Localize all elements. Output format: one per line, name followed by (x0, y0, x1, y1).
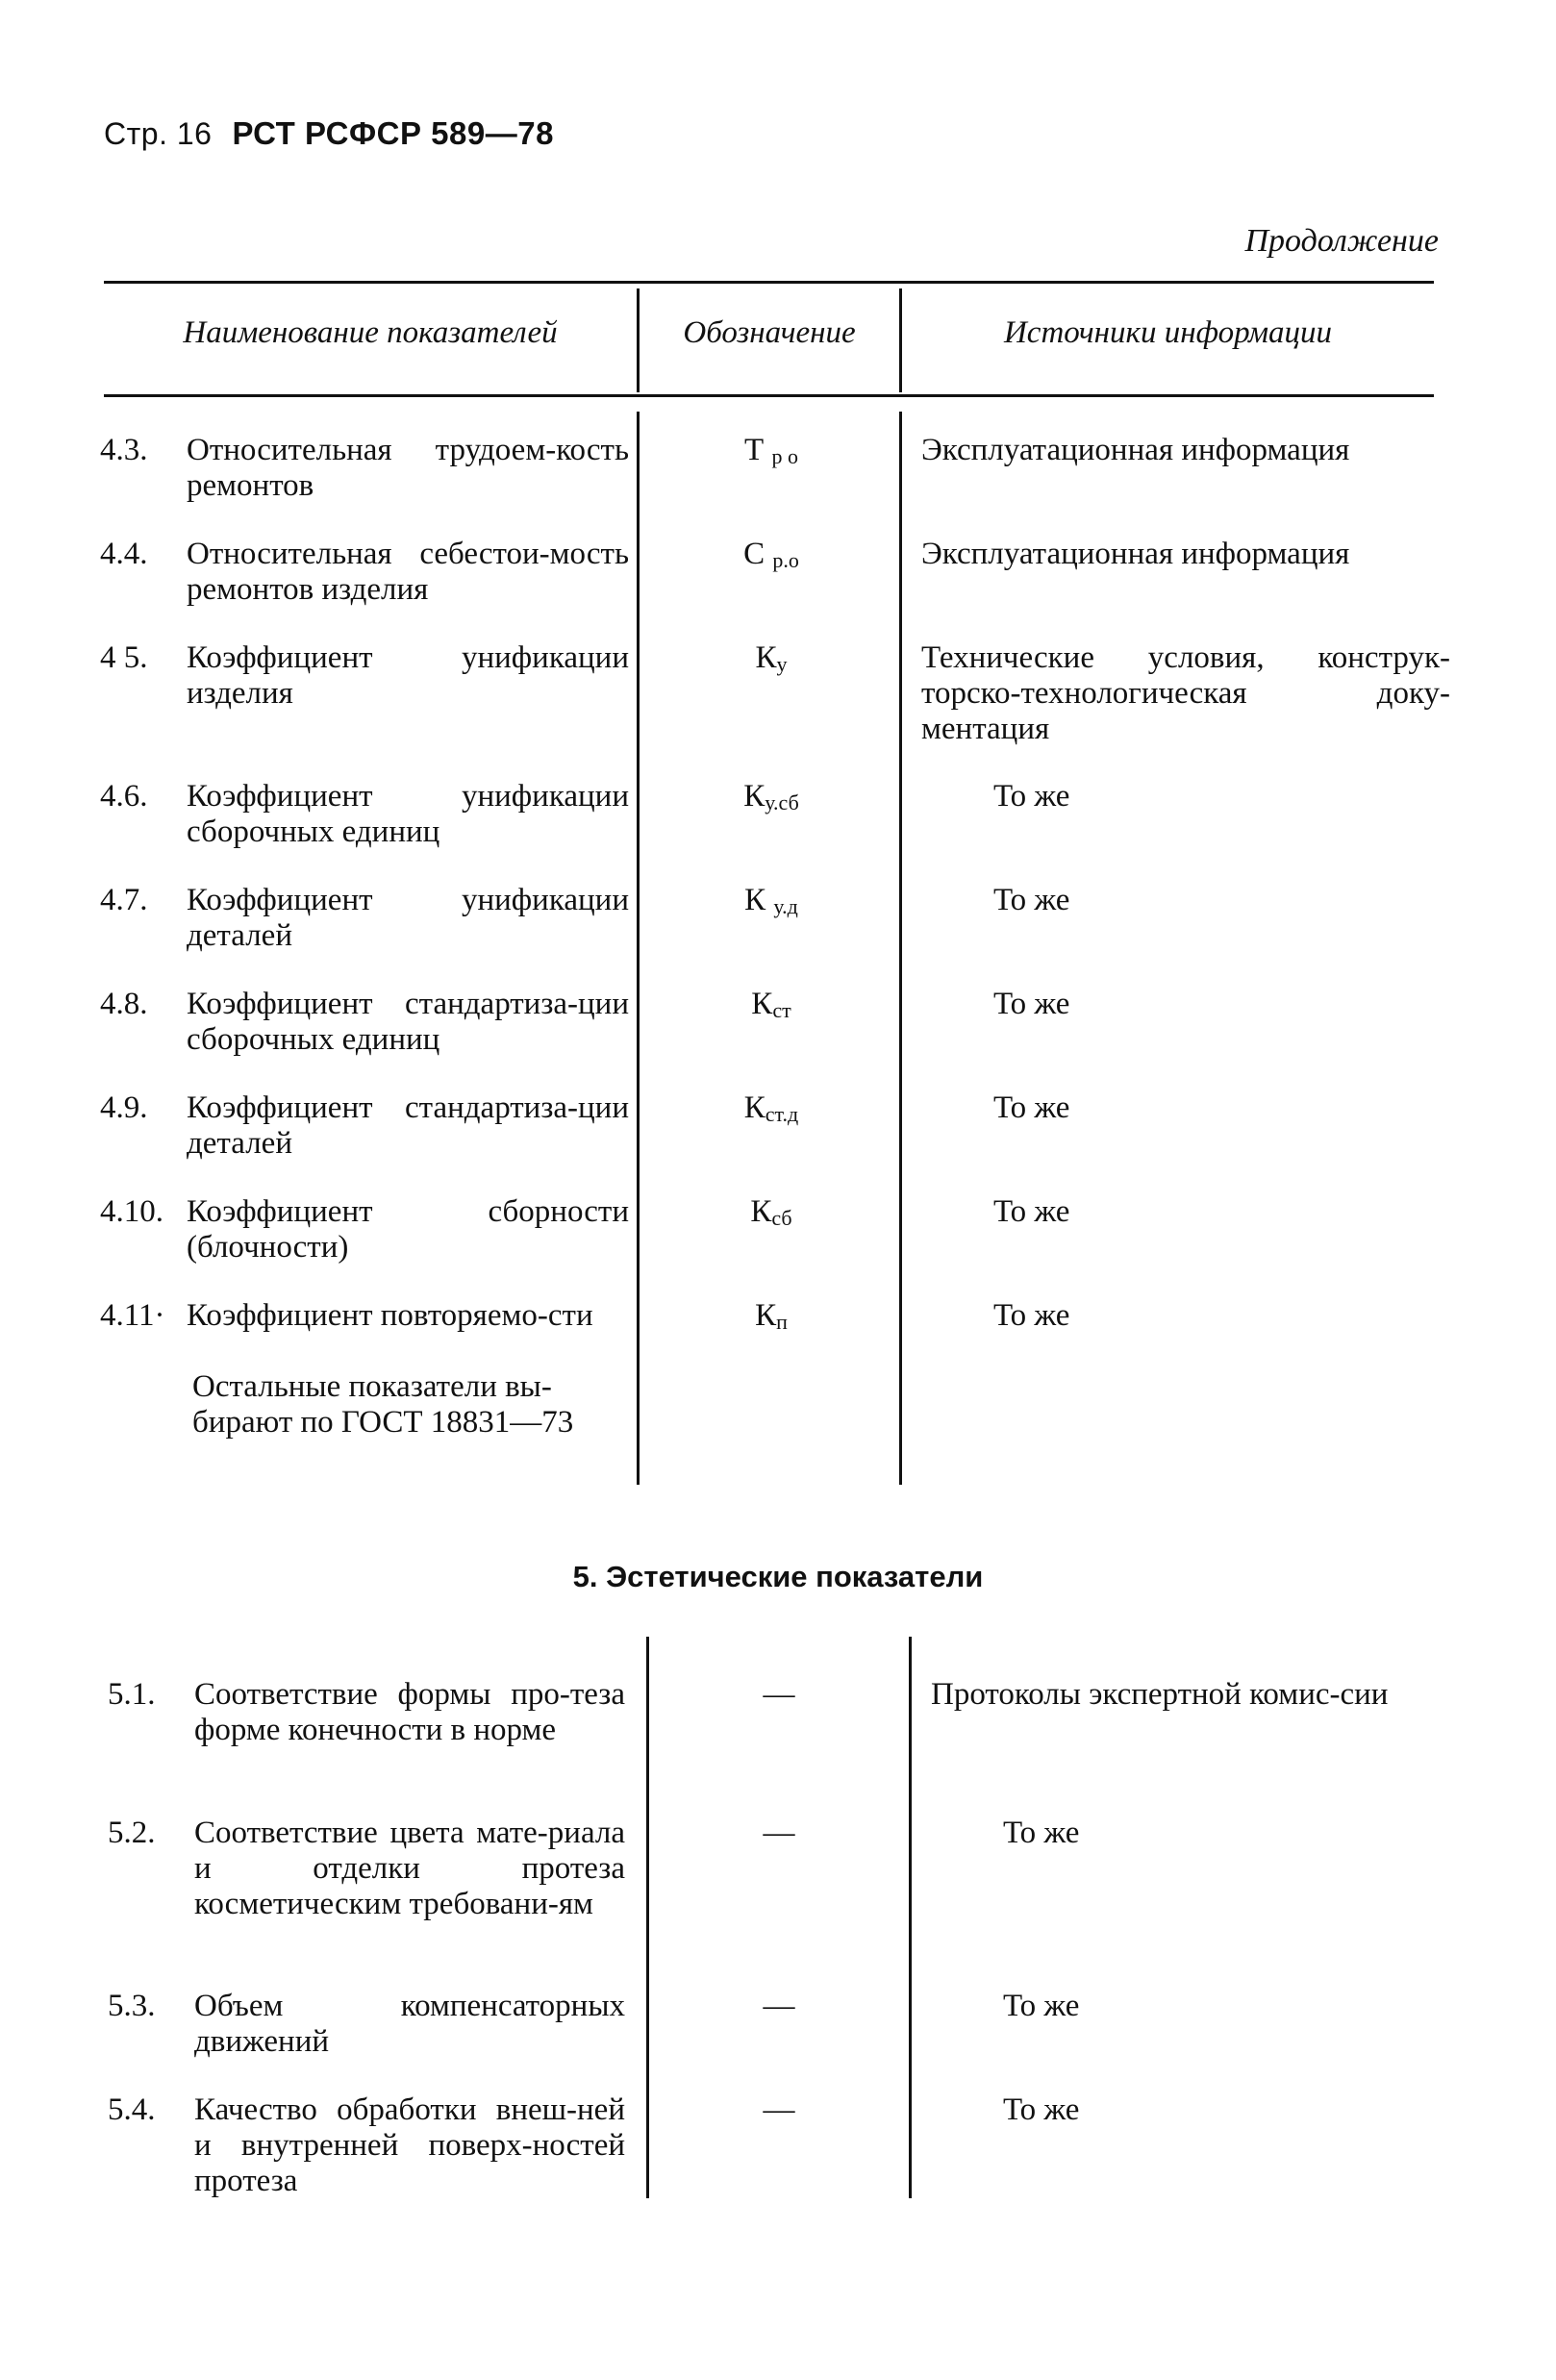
row-number: 5.2. (108, 1816, 156, 1850)
symbol-base: К (750, 1194, 772, 1229)
row-name: Объем компенсаторных движений (194, 1989, 625, 2059)
row-symbol: — (763, 2092, 795, 2127)
standard-code: РСТ РСФСР 589—78 (232, 115, 554, 151)
symbol-base: К (744, 883, 766, 917)
row-number: 5.4. (108, 2092, 156, 2127)
row-symbol (646, 1194, 896, 1236)
row-name: Коэффициент унификации деталей (187, 883, 629, 953)
row-source: Протоколы экспертной комис-сии (931, 1677, 1389, 1712)
table-top-rule (104, 281, 1434, 284)
continuation-label: Продолжение (1244, 223, 1439, 259)
symbol-sub: сб (771, 1206, 792, 1230)
row-symbol: — (763, 1816, 795, 1850)
row-symbol (646, 987, 896, 1028)
symbol-base: К (755, 640, 777, 675)
symbol-sub: у.д (773, 894, 798, 918)
row-number: 4.11· (100, 1298, 165, 1333)
symbol-base: К (755, 1298, 777, 1333)
row-number: 5.3. (108, 1989, 156, 2023)
section-5-title: 5. Эстетические показатели (572, 1560, 984, 1593)
symbol-base: Т (744, 433, 765, 467)
row-symbol (646, 883, 896, 924)
row-number: 4.9. (100, 1090, 148, 1125)
row-source: То же (1003, 1816, 1080, 1850)
symbol-base: К (751, 987, 773, 1021)
row-source: То же (993, 1194, 1070, 1229)
row-name: Коэффициент повторяемо-сти (187, 1298, 593, 1333)
symbol-sub: р.о (772, 548, 799, 572)
row-source: Эксплуатационная информация (921, 537, 1350, 571)
row-source: То же (993, 883, 1070, 917)
row-name: Относительная себестои-мость ремонтов изделия (187, 537, 629, 607)
row-symbol (646, 1090, 896, 1132)
row-source: То же (993, 1090, 1070, 1125)
row-number: 4.8. (100, 987, 148, 1021)
row-number: 5.1. (108, 1677, 156, 1712)
row-name: Коэффициент сборности (блочности) (187, 1194, 629, 1265)
row-number: 4.6. (100, 779, 148, 814)
symbol-sub: п (776, 1310, 788, 1334)
symbol-base: К (743, 1090, 765, 1125)
row-symbol (646, 1298, 896, 1340)
row-number: 4.10. (100, 1194, 163, 1229)
symbol-sub: р о (771, 444, 798, 468)
symbol-base: С (743, 537, 765, 571)
body-divider-1 (637, 412, 640, 1485)
row-source: Технические условия, конструк-торско-технологическая доку-ментация (921, 640, 1450, 746)
row-number: 4 5. (100, 640, 148, 675)
row-symbol (646, 640, 896, 682)
row-source: То же (993, 779, 1070, 814)
symbol-base: К (743, 779, 765, 814)
row-symbol: — (763, 1677, 795, 1712)
row-source: То же (993, 987, 1070, 1021)
symbol-sub: у.сб (765, 790, 799, 814)
row-source: То же (1003, 2092, 1080, 2127)
page-header (104, 115, 554, 153)
row-symbol (646, 433, 896, 474)
row-name: Соответствие формы про-теза форме конечности в норме (194, 1677, 625, 1747)
row-number: 4.3. (100, 433, 148, 467)
row-name: Относительная трудоем-кость ремонтов (187, 433, 629, 503)
symbol-sub: ст (772, 998, 791, 1022)
table-header-bottom-rule (104, 394, 1434, 397)
row-name: Качество обработки внеш-ней и внутренней поверх-ностей протеза (194, 2092, 625, 2198)
row-source: Эксплуатационная информация (921, 433, 1350, 467)
row-name: Коэффициент унификации сборочных единиц (187, 779, 629, 849)
symbol-sub: ст.д (765, 1102, 799, 1126)
row-source: То же (1003, 1989, 1080, 2023)
row-symbol: — (763, 1989, 795, 2023)
column-header-source: Источники информации (1003, 315, 1333, 350)
column-header-symbol: Обозначение (683, 315, 856, 350)
row-name: Коэффициент унификации изделия (187, 640, 629, 711)
body-divider-4 (909, 1637, 912, 2198)
body-divider-3 (646, 1637, 649, 2198)
row-name: Коэффициент стандартиза-ции сборочных единиц (187, 987, 629, 1057)
row-number: 4.4. (100, 537, 148, 571)
symbol-sub: у (776, 652, 788, 676)
row-source: То же (993, 1298, 1070, 1333)
row-number: 4.7. (100, 883, 148, 917)
page-number: Стр. 16 (104, 116, 213, 151)
row-symbol (646, 779, 896, 820)
body-divider-2 (899, 412, 902, 1485)
column-header-name: Наименование показателей (183, 315, 558, 350)
row-symbol (646, 537, 896, 578)
row-name: Коэффициент стандартиза-ции деталей (187, 1090, 629, 1161)
row-note: Остальные показатели вы-бирают по ГОСТ 18831—73 (192, 1369, 574, 1440)
row-name: Соответствие цвета мате-риала и отделки протеза косметическим требовани-ям (194, 1816, 625, 1921)
